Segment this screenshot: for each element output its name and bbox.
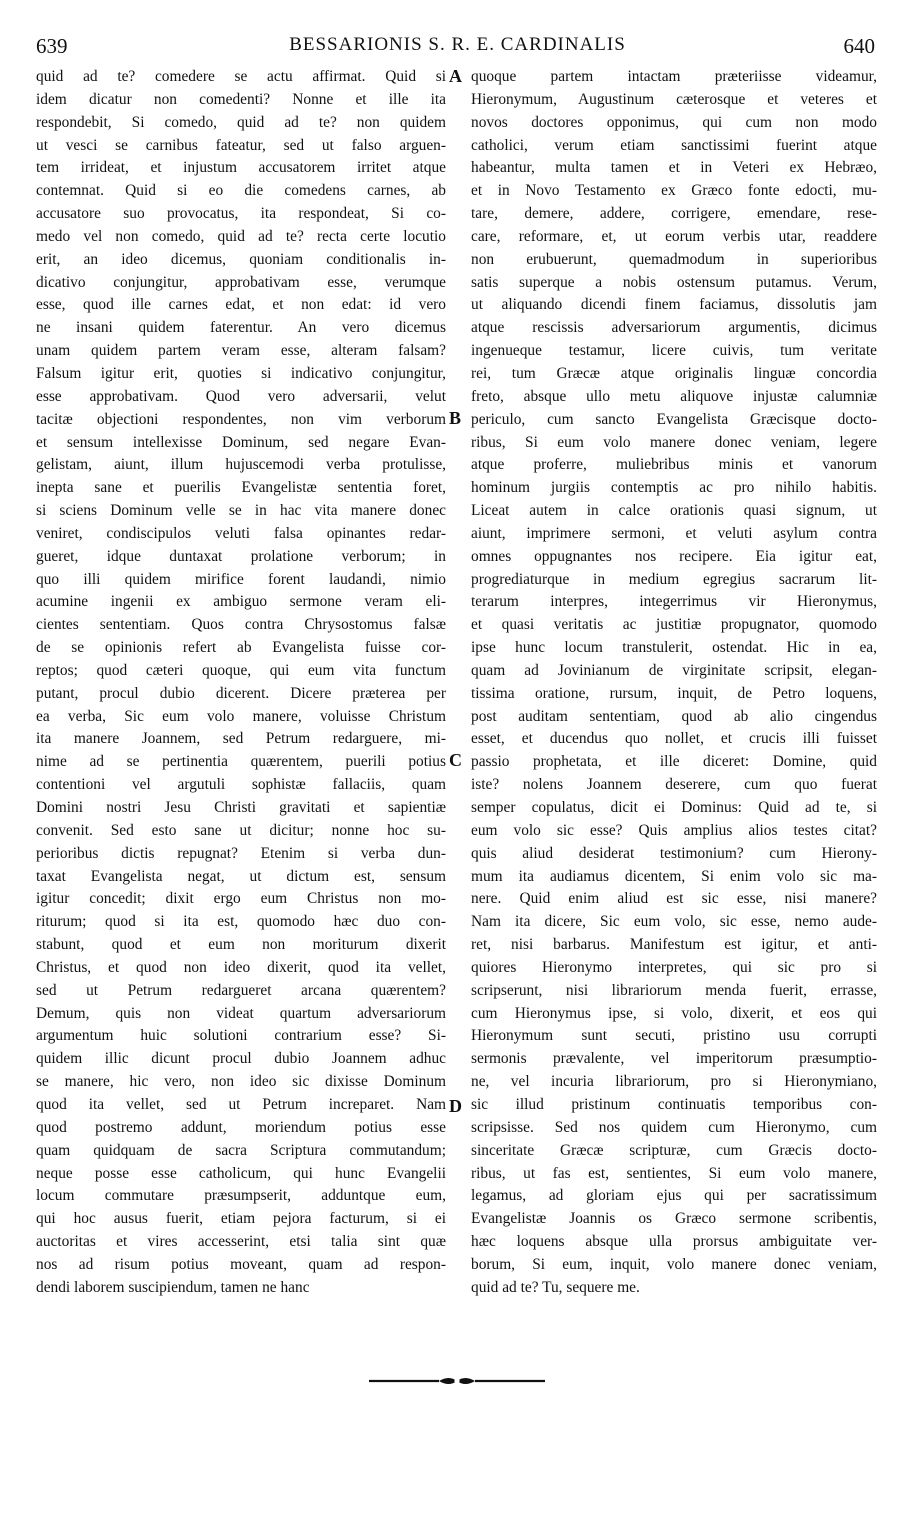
right-column-line: quoque partem intactam præteriisse videamur, xyxy=(471,68,877,85)
left-column-line: ne insani quidem faterentur. An vero dicemus xyxy=(36,319,446,337)
right-column-line: catholici, verum etiam sanctissimi fuerint atque xyxy=(471,136,877,154)
left-column-line: Falsum igitur erit, quoties si indicativo conjungitur, xyxy=(36,364,446,382)
right-column-line: nere. Quid enim aliud est sic esse, nisi manere? xyxy=(471,890,877,908)
left-column-line: contemnat. Quid si eo die comedens carnes, ab xyxy=(36,182,446,200)
left-column-line: ut vesci se carnibus fateatur, sed ut falso arguen- xyxy=(36,136,446,154)
right-column-line: hominum jurgiis contemptis ac pro nihilo habitis. xyxy=(471,479,877,497)
left-column-line: quam quidquam de sacra Scriptura commutandum; xyxy=(36,1141,446,1159)
left-column-line: erit, an ideo dicemus, quoniam conditionalis in- xyxy=(36,250,446,268)
left-column-line: Domini nostri Jesu Christi gravitati et sapientiæ xyxy=(36,799,446,816)
right-column-line: Nam ita dicere, Sic eum volo, sic esse, nemo aude- xyxy=(471,913,877,931)
right-column-line: aiunt, imprimere sermoni, et veluti asylum contra xyxy=(471,524,877,542)
page-number-right: 640 xyxy=(843,34,875,58)
right-column-line: terarum interpres, integerrimus vir Hieronymus, xyxy=(471,593,877,611)
left-column-line: medo vel non comedo, quid ad te? recta certe locutio xyxy=(36,227,446,245)
left-column-line: qui hoc ausus fuerit, etiam pejora facturum, si ei xyxy=(36,1210,446,1228)
left-column-line: nos ad risum potius moveant, quam ad respon- xyxy=(36,1255,446,1273)
left-column-line: veniret, condiscipulos veluti falsa opinantes redar- xyxy=(36,524,446,542)
right-column-line: tissima oratione, rursum, inquit, de Petro loquens, xyxy=(471,684,877,702)
right-column-line: et in Novo Testamento ex Græco fonte edocti, mu- xyxy=(471,182,877,200)
right-column-line: sic illud pristinum continuatis temporibus con- xyxy=(471,1095,877,1113)
right-column-line: et quasi veritatis ac justitiæ propugnator, quomodo xyxy=(471,616,877,634)
right-column-line: Hieronymum, Augustinum cæterosque et veteres et xyxy=(471,90,877,108)
left-column-line: ea verba, Sic eum volo manere, voluisse Christum xyxy=(36,707,446,725)
left-column-line: tem irrideat, et injustum accusatorem irritet atque xyxy=(36,159,446,177)
left-column-line: igitur concedit; dixit ergo eum Christus non mo- xyxy=(36,890,446,908)
left-column-line: quid ad te? comedere se actu affirmat. Quid si xyxy=(36,68,446,85)
right-column-line: mum ita audiamus dicentem, Si enim volo sic ma- xyxy=(471,867,877,885)
left-column-line: Demum, quis non videat quartum adversariorum xyxy=(36,1004,446,1022)
right-column-line: quiores Hieronymo interpretes, qui sic pro si xyxy=(471,958,877,976)
right-column-line: periculo, cum sancto Evangelista Græcisque docto- xyxy=(471,410,877,428)
left-column xyxy=(36,66,446,1300)
left-column-line: stabunt, quod et eum non moriturum dixerit xyxy=(36,936,446,954)
left-column-line: et sensum intellexisse Dominum, sed negare Evan- xyxy=(36,433,446,451)
right-column-line: ribus, Si eum volo manere donec veniam, legere xyxy=(471,433,877,451)
left-column-line: idem dicatur non comedenti? Nonne et ille ita xyxy=(36,90,446,108)
left-column-line: accusatore suo provocatus, ita respondeat, Si co- xyxy=(36,205,446,223)
right-column-line: Hieronymum sunt secuti, pristino usu corrupti xyxy=(471,1027,877,1045)
right-column-line: passio prophetata, et ille diceret: Domine, quid xyxy=(471,753,877,771)
right-column-line: quis aliud desiderat testimonium? cum Hierony- xyxy=(471,844,877,862)
right-column-line: freto, absque ullo metu aliquove injustæ calumniæ xyxy=(471,387,877,405)
end-ornament xyxy=(367,1374,547,1388)
right-column-line: Evangelistæ Joannis os Græco sermone scribentis, xyxy=(471,1210,877,1228)
page-number-left: 639 xyxy=(36,34,68,58)
right-column-line: ret, nisi barbarus. Manifestum est igitur, et anti- xyxy=(471,936,877,954)
right-column-line: tare, demere, addere, corrigere, emendare, rese- xyxy=(471,205,877,223)
right-column-line: sinceritate Græcæ scripturæ, cum Græcis docto- xyxy=(471,1141,877,1159)
margin-letter-c: C xyxy=(449,750,462,770)
right-column-line: Liceat autem in calce orationis quasi signum, ut xyxy=(471,502,877,520)
left-column-line: sed ut Petrum redargueret arcana quærentem? xyxy=(36,981,446,999)
left-column-line: gelistam, aiunt, illum hujuscemodi verba protulisse, xyxy=(36,456,446,474)
left-column-line: quod ita vellet, sed ut Petrum increparet. Nam xyxy=(36,1095,446,1113)
left-column-line: esse approbativam. Quod vero adversarii, velut xyxy=(36,387,446,405)
left-column-line: quod postremo addunt, moriendum potius esse xyxy=(36,1118,446,1136)
right-column-line: ingenueque testamur, licere cuivis, tum veritate xyxy=(471,342,877,360)
left-column-line: de se opinionis refert ab Evangelista fuisse cor- xyxy=(36,639,446,657)
right-column-line: atque rescissis adversariorum argumentis, dicimus xyxy=(471,319,877,337)
right-column-line: novos doctores opponimus, qui cum non modo xyxy=(471,113,877,131)
left-column-line: quidem illic dicunt procul dubio Joannem adhuc xyxy=(36,1050,446,1068)
right-column-line: eum volo sic esse? Quis amplius alios testes citat? xyxy=(471,821,877,839)
right-column-line: ut aliquando dicendi finem faciamus, dissolutis jam xyxy=(471,296,877,314)
left-column-line: unam quidem partem veram esse, alteram falsam? xyxy=(36,342,446,360)
left-column-line: inepta sane et puerilis Evangelistæ sententia foret, xyxy=(36,479,446,497)
right-column-line: quam ad Jovinianum de virginitate scripsit, elegan- xyxy=(471,661,877,679)
right-column-line: omnes oppugnantes nos recipere. Eia igitur eat, xyxy=(471,547,877,565)
right-column-line: atque proferre, muliebribus minis et vanorum xyxy=(471,456,877,474)
right-column-line: scripsisse. Sed nos quidem cum Hieronymo, cum xyxy=(471,1118,877,1136)
left-column-line: nime ad se pertinentia quærentem, puerili potius xyxy=(36,753,446,771)
right-column-line: ne, vel incuria librariorum, pro si Hieronymiano, xyxy=(471,1073,877,1091)
right-column-line: legamus, ad gloriam ejus qui per sacratissimum xyxy=(471,1187,877,1205)
margin-letter-b: B xyxy=(449,408,462,428)
right-column-line: post auditam sententiam, quod ab alio cingendus xyxy=(471,707,877,725)
right-column-line: progrediaturque in medium egregius sacrarum lit- xyxy=(471,570,877,588)
right-column-line: semper copulatus, dicit ei Dominus: Quid ad te, si xyxy=(471,799,877,816)
left-column-line: si sciens Dominum velle se in hac vita manere donec xyxy=(36,502,446,520)
right-column-line: sermonis prævalente, vel imperitorum præsumptio- xyxy=(471,1050,877,1068)
right-column-line: satis superque a nobis ostensum putamus. Verum, xyxy=(471,273,877,291)
page-header xyxy=(0,34,915,64)
left-column-line: dicativo conjungitur, approbativam esse, verumque xyxy=(36,273,446,291)
left-column-line: contentioni vel argutuli sophistæ fallaciis, quam xyxy=(36,776,446,794)
right-column-line: hæc loquens absque ulla prorsus ambiguitate ver- xyxy=(471,1233,877,1251)
right-column-line: cum Hieronymus ipse, si volo, dixerit, et eos qui xyxy=(471,1004,877,1022)
left-column-line: gueret, idque duntaxat prolatione verborum; in xyxy=(36,547,446,565)
left-column-line: perioribus dictis repugnat? Etenim si verba dun- xyxy=(36,844,446,862)
left-column-line: auctoritas et vires accesserint, etsi talia sint quæ xyxy=(36,1233,446,1251)
left-column-line: taxat Evangelista negat, ut dictum est, sensum xyxy=(36,867,446,885)
right-column-line: quid ad te? Tu, sequere me. xyxy=(471,1278,640,1296)
right-column-line: scripserunt, nisi librariorum menda fuerit, errasse, xyxy=(471,981,877,999)
left-column-line: tacitæ objectioni respondentes, non vim verborum xyxy=(36,410,446,428)
right-column-line: borum, Si eum, inquit, volo manere donec veniam, xyxy=(471,1255,877,1273)
left-column-line: riturum; quod si ita est, quomodo hæc duo con- xyxy=(36,913,446,931)
left-column-line: putant, procul dubio dicerent. Dicere præterea per xyxy=(36,684,446,702)
left-column-line: locum commutare præsumpserit, adduntque eum, xyxy=(36,1187,446,1205)
left-column-line: argumentum huic solutioni contrarium esse? Si- xyxy=(36,1027,446,1045)
left-column-line: respondebit, Si comedo, quid ad te? non quidem xyxy=(36,113,446,131)
left-column-line: reptos; quod cæteri quoque, qui eum vita functum xyxy=(36,661,446,679)
right-column-line: rei, tum Græcæ atque originalis linguæ concordia xyxy=(471,364,877,382)
right-column-line: esset, et ducendus quo nollet, et crucis illi fuisset xyxy=(471,730,877,748)
running-title: BESSARIONIS S. R. E. CARDINALIS xyxy=(289,34,626,55)
right-column-line: non erubuerunt, quemadmodum in superioribus xyxy=(471,250,877,268)
margin-letter-d: D xyxy=(449,1096,462,1116)
left-column-line: dendi laborem suscipiendum, tamen ne hanc xyxy=(36,1278,310,1296)
left-column-line: acumine ingenii ex ambiguo sermone veram eli- xyxy=(36,593,446,611)
left-column-line: neque posse esse catholicum, qui hunc Evangelii xyxy=(36,1164,446,1182)
margin-letter-a: A xyxy=(449,66,462,86)
right-column-line: ipse hunc locum transtulerit, ostendat. Hic in ea, xyxy=(471,639,877,657)
right-column-line: habeantur, multa tamen et in Veteri ex Hebræo, xyxy=(471,159,877,177)
left-column-line: ita manere Joannem, sed Petrum redarguere, mi- xyxy=(36,730,446,748)
right-column xyxy=(471,66,877,1300)
left-column-line: quo illi quidem mirifice forent laudandi, nimio xyxy=(36,570,446,588)
left-column-line: esse, quod ille carnes edat, et non edat: id vero xyxy=(36,296,446,314)
left-column-line: convenit. Sed esto sane ut dicitur; nonne hoc su- xyxy=(36,821,446,839)
left-column-line: cientes sententiam. Quos contra Chrysostomus falsæ xyxy=(36,616,446,634)
right-column-line: care, reformare, et, ut eorum verbis utar, readdere xyxy=(471,227,877,245)
left-column-line: Christus, et quod non ideo dixerit, quod ita vellet, xyxy=(36,958,446,976)
right-column-line: ribus, ut fas est, sentientes, Si eum volo manere, xyxy=(471,1164,877,1182)
left-column-line: se manere, hic vero, non ideo sic dixisse Dominum xyxy=(36,1073,446,1091)
right-column-line: iste? nolens Joannem deserere, cum quo fuerat xyxy=(471,776,877,794)
